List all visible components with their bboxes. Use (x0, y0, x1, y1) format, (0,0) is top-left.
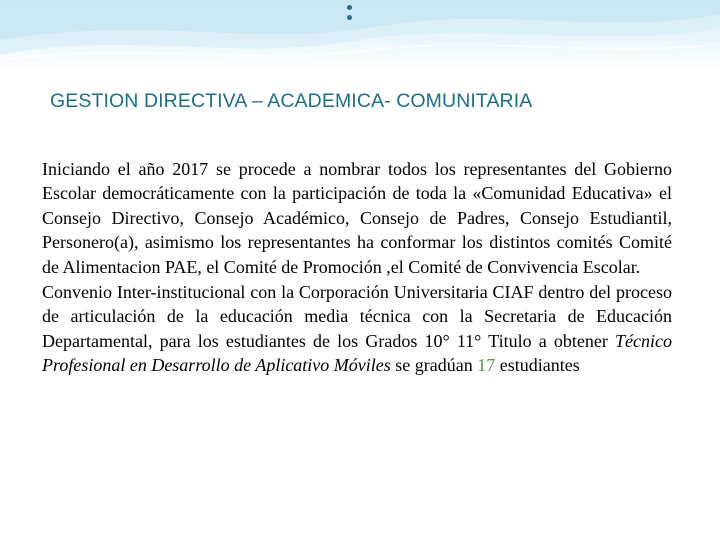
graduates-suffix: estudiantes (495, 355, 580, 376)
header-decoration (0, 0, 720, 70)
graduates-count: 17 (477, 355, 496, 376)
marker-dot (347, 5, 352, 10)
header-waves (0, 0, 720, 70)
graduates-text: se gradúan (390, 355, 478, 376)
marker-dot (347, 15, 352, 20)
slide-body (42, 157, 672, 378)
slide-marker-dots (345, 2, 353, 22)
slide-title: GESTION DIRECTIVA – ACADEMICA- COMUNITARIA (50, 90, 533, 112)
degree-title: Técnico Profesional en Desarrollo de Aplicativo Móviles (42, 330, 672, 376)
paragraph-convenio (42, 280, 672, 378)
convenio-intro-text: Convenio Inter-institucional con la Corporación Universitaria CIAF dentro del proceso de articulación de la educación media técnica con la Secretaria de Educación Departamental, para los estudiantes de los Grados 10° 11° Titulo a obtener (42, 282, 672, 351)
paragraph-gobierno-escolar: Iniciando el año 2017 se procede a nombrar todos los representantes del Gobierno Escolar democráticamente con la participación de toda la «Comunidad Educativa» el Consejo Directivo, Consejo Académico, Consejo de Padres, Consejo Estudiantil, Personero(a), asimismo los representantes ha conformar los distintos comités Comité de Alimentacion PAE, el Comité de Promoción ,el Comité de Convivencia Escolar. (42, 159, 672, 277)
